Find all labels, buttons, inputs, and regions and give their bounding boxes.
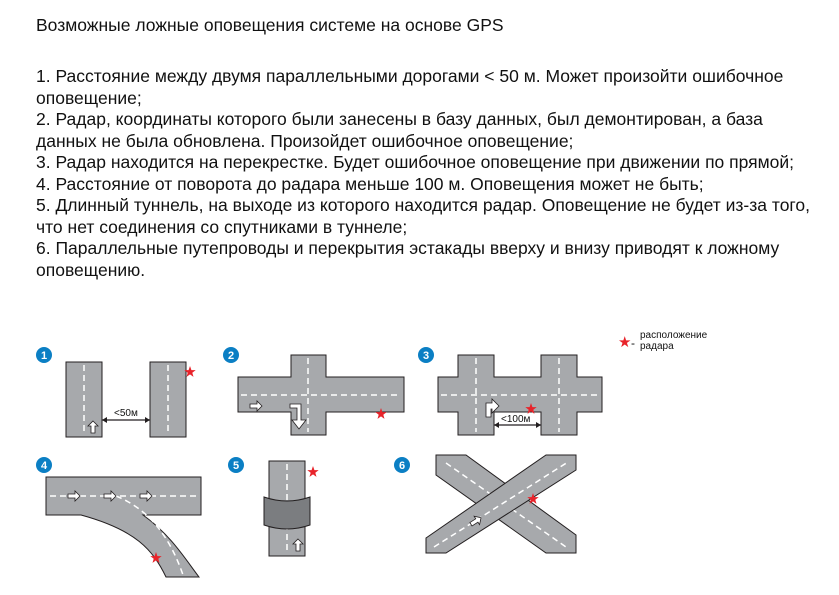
diagram-3 [418,347,602,435]
diagram-2 [223,347,404,435]
legend-text [640,330,730,352]
list-item: 4. Расстояние от поворота до радара меньше 100 м. Оповещения может не быть; [36,173,704,194]
badge-number-1: 1 [41,350,48,362]
page-title: Возможные ложные оповещения системе на основе GPS [36,15,504,35]
list-item: 5. Длинный туннель, на выходе из которого находится радар. Оповещение не будет из-за того, что нет соединения со спутниками в туннеле; [36,195,811,237]
tunnel [264,497,310,529]
badge-number-3: 3 [423,350,430,362]
diagram-panel [36,345,616,585]
radar-star-icon [307,466,318,477]
items-list [36,66,826,281]
distance-label-3: <100м [501,414,531,425]
radar-star-icon: ★ [618,334,632,351]
list-item: 1. Расстояние между двумя параллельными дорогами < 50 м. Может произойти ошибочное оповещение; [36,66,784,108]
list-item: 2. Радар, координаты которого были занесены в базу данных, был демонтирован, а база данных не была обновлена. Произойдет ошибочное оповещение; [36,109,763,151]
badge-number-2: 2 [228,350,235,362]
diagram-1 [36,347,196,437]
diagram-6 [394,455,576,553]
list-item: 3. Радар находится на перекрестке. Будет ошибочное оповещение при движении по прямой; [36,152,795,172]
distance-label-1: <50м [114,408,138,419]
list-item: 6. Параллельные путепроводы и перекрытия эстакады вверху и внизу приводят к ложному оповещению. [36,238,780,280]
badge-number-6: 6 [399,460,406,472]
badge-number-4: 4 [41,460,48,472]
legend-line-2: радара [640,341,674,352]
legend-line-1: расположение [640,330,708,341]
legend-dash: - [631,336,635,350]
diagram-4 [36,457,201,577]
badge-number-5: 5 [233,460,240,472]
diagram-5 [228,457,319,556]
